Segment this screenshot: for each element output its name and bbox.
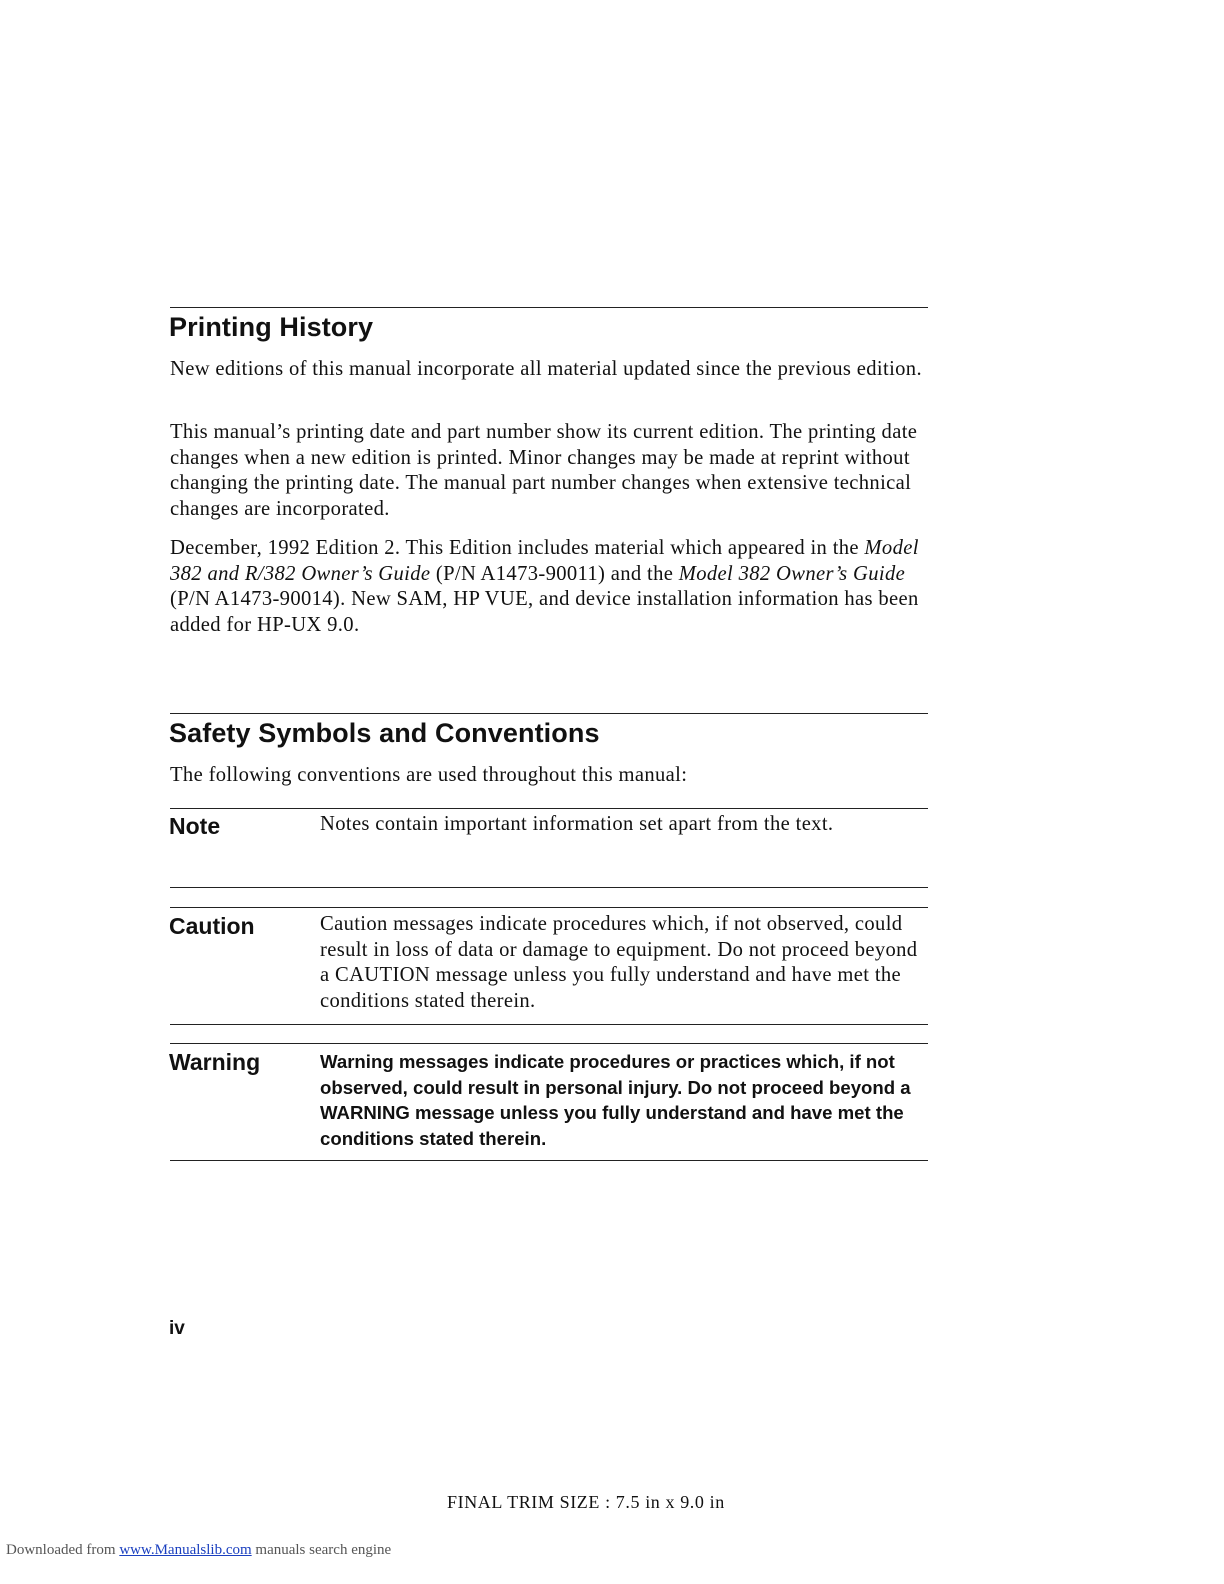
section-rule-safety <box>170 713 928 714</box>
note-top-rule <box>170 808 928 809</box>
model-382-guide-title: Model 382 Owner’s Guide <box>678 562 906 585</box>
note-text: Notes contain important information set apart from the text. <box>320 813 834 835</box>
note-bottom-rule <box>170 887 928 888</box>
footer-suffix: manuals search engine <box>251 1542 392 1558</box>
printing-history-paragraph-3 <box>170 536 930 639</box>
trim-size-note: FINAL TRIM SIZE : 7.5 in x 9.0 in <box>447 1492 725 1512</box>
safety-intro: The following conventions are used throughout this manual: <box>170 764 688 786</box>
safety-heading: Safety Symbols and Conventions <box>169 718 600 748</box>
page-number: iv <box>169 1318 185 1339</box>
warning-bottom-rule <box>170 1160 928 1161</box>
model-382-r382-guide-title: Model 382 and R/382 Owner’s Guide <box>170 537 919 585</box>
warning-label: Warning <box>169 1049 261 1075</box>
printing-history-heading: Printing History <box>169 312 374 342</box>
footer-prefix: Downloaded from <box>6 1542 120 1558</box>
caution-text: Caution messages indicate procedures which, if not observed, could result in loss of data or damage to equipment. Do not proceed beyond a CAUTION message unless you fully understand and have met the conditions stated therein. <box>320 913 918 1013</box>
printing-history-paragraph-1: New editions of this manual incorporate all material updated since the previous edition. <box>170 358 922 380</box>
download-footer <box>6 1542 391 1559</box>
section-rule-printing-history <box>170 307 928 308</box>
warning-top-rule <box>170 1043 928 1044</box>
edition-text-3: (P/N A1473-90014). New SAM, HP VUE, and device installation information has been added for HP-UX 9.0. <box>170 588 919 637</box>
warning-text: Warning messages indicate procedures or practices which, if not observed, could result in personal injury. Do not proceed beyond a WARNING message unless you fully understand and have met the conditions stated therein. <box>320 1051 911 1150</box>
printing-history-paragraph-2: This manual’s printing date and part number show its current edition. The printing date changes when a new edition is printed. Minor changes may be made at reprint without changing the printing date. The manual part number changes when extensive technical changes are incorporated. <box>170 421 918 521</box>
caution-bottom-rule <box>170 1024 928 1025</box>
caution-top-rule <box>170 907 928 908</box>
edition-text-1: December, 1992 Edition 2. This Edition includes material which appeared in the <box>170 537 865 559</box>
manualslib-link[interactable]: www.Manualslib.com <box>119 1542 252 1558</box>
caution-label: Caution <box>169 913 255 939</box>
note-label: Note <box>169 813 221 839</box>
edition-text-2: (P/N A1473-90011) and the <box>430 562 679 585</box>
